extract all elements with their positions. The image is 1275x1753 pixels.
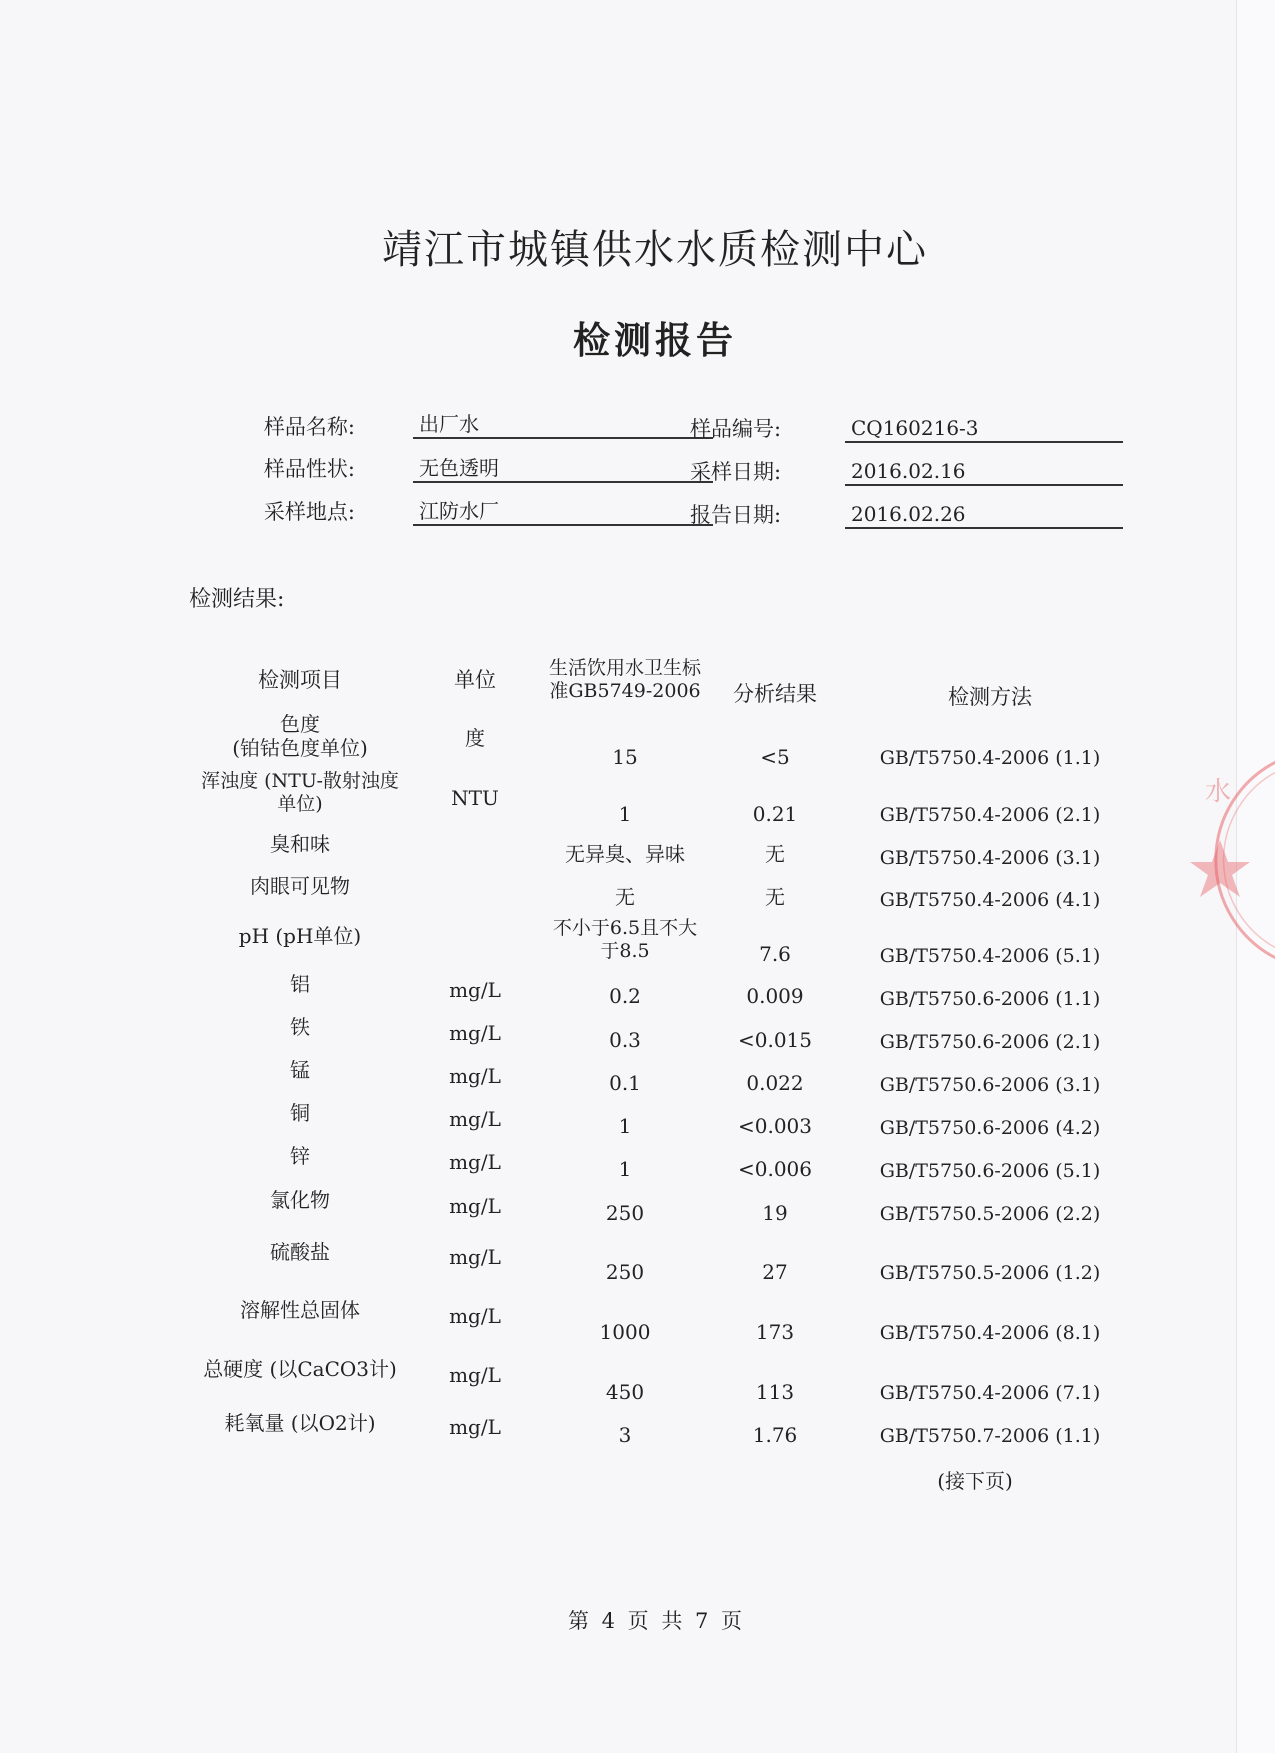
- table-row-standard: 无异臭、异味: [565, 842, 685, 866]
- table-row-result: <0.015: [737, 1028, 812, 1052]
- sample-number-value: CQ160216-3: [845, 415, 1123, 443]
- table-row-standard: 1: [618, 1157, 632, 1181]
- table-row-result: 0.009: [746, 984, 804, 1008]
- report-date-value: 2016.02.26: [845, 501, 1123, 529]
- table-row-method: GB/T5750.5-2006 (1.2): [879, 1262, 1101, 1284]
- table-row-method: GB/T5750.4-2006 (1.1): [879, 747, 1101, 769]
- table-row-unit: 度: [465, 726, 485, 750]
- table-row-method: GB/T5750.6-2006 (1.1): [879, 988, 1101, 1010]
- table-row-item: 肉眼可见物: [250, 874, 350, 898]
- header-standard-line1: 生活饮用水卫生标: [548, 657, 701, 679]
- table-row-unit: mg/L: [449, 1064, 501, 1088]
- table-row-standard: 15: [612, 745, 638, 769]
- table-row-result: 19: [762, 1201, 788, 1225]
- sample-date-label: 采样日期:: [690, 460, 782, 484]
- table-row-method: GB/T5750.6-2006 (5.1): [879, 1160, 1101, 1182]
- continued-note: (接下页): [937, 1469, 1013, 1493]
- table-row-result: 无: [765, 842, 785, 866]
- stamp-text: 水: [1205, 777, 1232, 807]
- table-row-result: 0.022: [746, 1071, 804, 1095]
- table-row-method: GB/T5750.4-2006 (5.1): [879, 945, 1101, 967]
- table-row-item: 铁: [290, 1015, 310, 1039]
- table-row-method: GB/T5750.6-2006 (4.2): [879, 1117, 1101, 1139]
- header-item: 检测项目: [258, 668, 342, 692]
- table-row-item: 锌: [290, 1144, 310, 1168]
- item-line2: (铂钴色度单位): [232, 736, 368, 760]
- table-row-result: <0.003: [737, 1114, 812, 1138]
- sample-location-value: 江防水厂: [413, 498, 713, 526]
- table-row-method: GB/T5750.4-2006 (4.1): [879, 889, 1101, 911]
- table-row-method: GB/T5750.4-2006 (3.1): [879, 847, 1101, 869]
- table-row-unit: mg/L: [449, 1107, 501, 1131]
- standard-line1: 不小于6.5且不大: [552, 917, 698, 939]
- table-row-standard: 450: [605, 1380, 645, 1404]
- table-row-method: GB/T5750.4-2006 (7.1): [879, 1382, 1101, 1404]
- item-line1: 浑浊度 (NTU-散射浊度: [201, 770, 399, 792]
- table-row-method: GB/T5750.7-2006 (1.1): [879, 1425, 1101, 1447]
- item-line2: 单位): [277, 792, 323, 815]
- header-unit: 单位: [454, 668, 496, 692]
- sample-state-label: 样品性状:: [263, 457, 355, 481]
- table-row-item: 臭和味: [270, 832, 330, 856]
- table-row-unit: mg/L: [449, 1194, 501, 1218]
- table-row-standard: 0.3: [609, 1028, 641, 1052]
- table-row-result: <5: [760, 745, 790, 769]
- table-row-standard: [525, 917, 725, 963]
- table-row-method: GB/T5750.6-2006 (3.1): [879, 1074, 1101, 1096]
- sample-location-label: 采样地点:: [263, 500, 355, 524]
- table-row-method: GB/T5750.5-2006 (2.2): [879, 1203, 1101, 1225]
- table-row-unit: NTU: [451, 786, 499, 810]
- sample-state-value: 无色透明: [413, 455, 713, 483]
- table-row-method: GB/T5750.6-2006 (2.1): [879, 1031, 1101, 1053]
- report-title: 检测报告: [573, 318, 737, 362]
- sample-name-label: 样品名称:: [263, 415, 355, 439]
- header-result: 分析结果: [733, 682, 817, 706]
- table-row-standard: 1000: [599, 1320, 651, 1344]
- table-row-unit: mg/L: [449, 1021, 501, 1045]
- table-row-unit: mg/L: [449, 1415, 501, 1439]
- table-row-standard: 0.2: [609, 984, 641, 1008]
- table-row-item: 铜: [290, 1101, 310, 1125]
- table-row-item: 硫酸盐: [270, 1240, 330, 1264]
- table-row-item: 铝: [290, 972, 310, 996]
- table-row-result: 无: [765, 885, 785, 909]
- results-label: 检测结果:: [189, 587, 285, 612]
- table-row-standard: 3: [618, 1423, 632, 1447]
- sample-name-value: 出厂水: [413, 411, 713, 439]
- item-line1: 色度: [280, 712, 320, 736]
- header-standard-line2: 准GB5749-2006: [549, 679, 701, 702]
- header-method: 检测方法: [948, 685, 1032, 709]
- table-row-unit: mg/L: [449, 1304, 501, 1328]
- table-row-item: pH (pH单位): [238, 924, 362, 948]
- table-row-result: 7.6: [759, 942, 791, 966]
- organization-name: 靖江市城镇供水水质检测中心: [382, 227, 928, 273]
- table-row-standard: 0.1: [609, 1071, 641, 1095]
- table-row-unit: mg/L: [449, 1150, 501, 1174]
- standard-line2: 于8.5: [600, 939, 650, 962]
- table-row-unit: mg/L: [449, 1245, 501, 1269]
- table-row-result: <0.006: [737, 1157, 812, 1181]
- sample-date-value: 2016.02.16: [845, 458, 1123, 486]
- table-row-item: 锰: [290, 1058, 310, 1082]
- table-row-item: [180, 712, 420, 760]
- table-row-unit: mg/L: [449, 1363, 501, 1387]
- stamp-seal: [1185, 740, 1275, 980]
- table-row-result: 1.76: [752, 1423, 798, 1447]
- table-row-item: [180, 770, 420, 816]
- header-standard: [525, 657, 725, 703]
- table-row-unit: mg/L: [449, 978, 501, 1002]
- table-row-result: 173: [755, 1320, 795, 1344]
- table-row-standard: 无: [615, 885, 635, 909]
- table-row-result: 27: [762, 1260, 788, 1284]
- table-row-standard: 1: [618, 1114, 632, 1138]
- table-row-standard: 250: [605, 1260, 645, 1284]
- table-row-method: GB/T5750.4-2006 (8.1): [879, 1322, 1101, 1344]
- report-date-label: 报告日期:: [690, 503, 782, 527]
- table-row-item: 耗氧量 (以O2计): [224, 1411, 376, 1435]
- table-row-item: 总硬度 (以CaCO3计): [203, 1357, 397, 1381]
- table-row-method: GB/T5750.4-2006 (2.1): [879, 804, 1101, 826]
- table-row-item: 氯化物: [270, 1188, 330, 1212]
- sample-number-label: 样品编号:: [690, 417, 782, 441]
- page-number: 第 4 页 共 7 页: [567, 1609, 743, 1633]
- table-row-standard: 250: [605, 1201, 645, 1225]
- table-row-result: 113: [755, 1380, 795, 1404]
- table-row-result: 0.21: [752, 802, 798, 826]
- table-row-item: 溶解性总固体: [240, 1298, 360, 1322]
- table-row-standard: 1: [618, 802, 632, 826]
